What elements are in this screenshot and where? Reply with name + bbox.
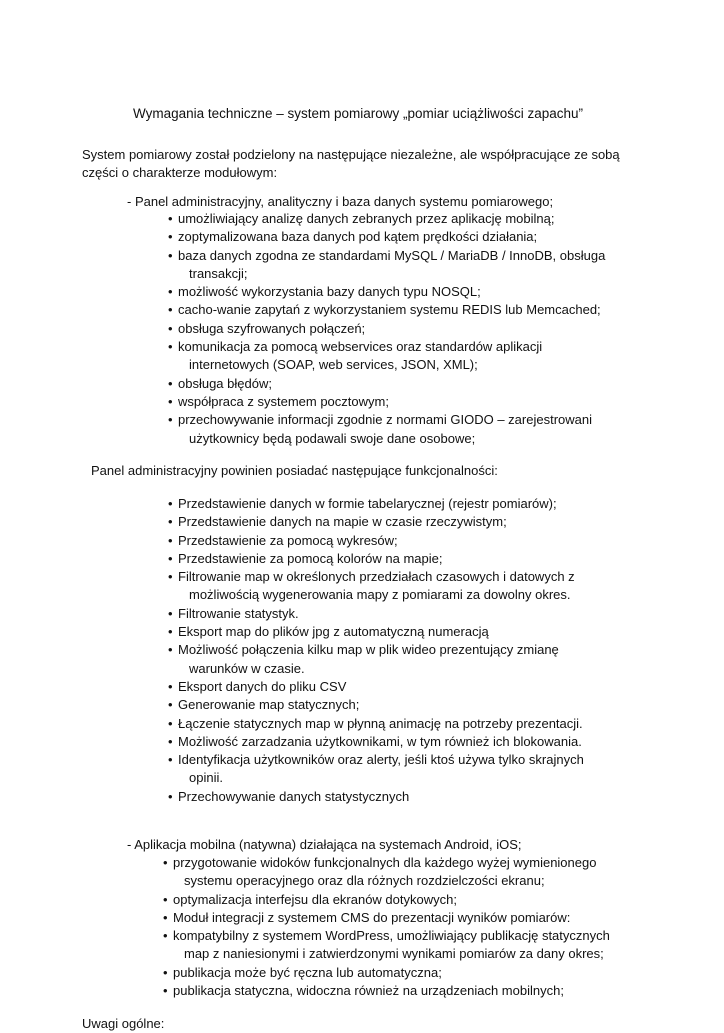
list-item-text: możliwość wykorzystania bazy danych typu NOSQL; [178, 284, 481, 300]
list-item-continuation: warunków w czasie. [189, 660, 305, 676]
list-item-text: publikacja statyczna, widoczna również na urządzeniach mobilnych; [173, 983, 564, 999]
list-item [168, 641, 584, 678]
list-item [168, 513, 584, 531]
list-item-text: kompatybilny z systemem WordPress, umożliwiający publikację statycznych [173, 928, 610, 944]
footer-heading: Uwagi ogólne: [82, 1016, 165, 1031]
list-item [168, 301, 605, 319]
list-item-text: zoptymalizowana baza danych pod kątem prędkości działania; [178, 229, 538, 245]
list-item [168, 550, 584, 568]
list-item-text: Eksport map do plików jpg z automatyczną numeracją [178, 624, 489, 640]
list-item-continuation: możliwością wygenerowania mapy z pomiarami za dowolny okres. [189, 587, 571, 603]
list-item-text: Łączenie statycznych map w płynną animację na potrzeby prezentacji. [178, 715, 583, 731]
list-item-text: Moduł integracji z systemem CMS do prezentacji wyników pomiarów: [173, 909, 571, 925]
list-item-text: Przedstawienie za pomocą kolorów na mapie; [178, 550, 443, 566]
list-item [168, 210, 605, 228]
list-item-text: Generowanie map statycznych; [178, 697, 360, 713]
list-item-text: Przedstawienie danych w formie tabelarycznej (rejestr pomiarów); [178, 496, 557, 511]
list-item-text: obsługa błędów; [178, 375, 272, 391]
list-item [168, 532, 584, 550]
list-item-text: optymalizacja interfejsu dla ekranów dotykowych; [173, 891, 457, 907]
document-title: Wymagania techniczne – system pomiarowy „pomiar uciążliwości zapachu” [133, 106, 584, 121]
list-item [163, 982, 610, 1000]
list-item-text: przygotowanie widoków funkcjonalnych dla każdego wyżej wymienionego [173, 855, 597, 870]
list-item-text: komunikacja za pomocą webservices oraz standardów aplikacji [178, 339, 543, 355]
list-item-continuation: opinii. [189, 770, 223, 786]
list-item-text: Identyfikacja użytkowników oraz alerty, jeśli ktoś używa tylko skrajnych [178, 752, 584, 768]
list-item [168, 568, 584, 605]
section3-list [163, 854, 610, 1000]
list-item-text: Eksport danych do pliku CSV [178, 678, 347, 694]
section2-heading: Panel administracyjny powinien posiadać następujące funkcjonalności: [91, 463, 498, 478]
list-item-text: Możliwość zarzadzania użytkownikami, w tym również ich blokowania. [178, 733, 582, 749]
list-item-continuation: internetowych (SOAP, web services, JSON, XML); [189, 357, 478, 373]
list-item-continuation: użytkownicy będą podawali swoje dane osobowe; [189, 430, 476, 446]
list-item [163, 964, 610, 982]
list-item-text: cacho-wanie zapytań z wykorzystaniem systemu REDIS lub Memcached; [178, 302, 601, 318]
section1-list [168, 210, 605, 448]
list-item [168, 375, 605, 393]
section1-heading: - Panel administracyjny, analityczny i baza danych systemu pomiarowego; [127, 194, 554, 209]
list-item-text: umożliwiający analizę danych zebranych przez aplikację mobilną; [178, 211, 555, 226]
list-item-text: obsługa szyfrowanych połączeń; [178, 320, 366, 336]
list-item [168, 283, 605, 301]
list-item [163, 891, 610, 909]
list-item-text: Filtrowanie statystyk. [178, 605, 299, 621]
list-item [163, 909, 610, 927]
list-item [168, 605, 584, 623]
list-item-continuation: systemu operacyjnego oraz dla różnych rozdzielczości ekranu; [184, 873, 545, 889]
list-item [168, 715, 584, 733]
list-item-text: Przechowywanie danych statystycznych [178, 788, 410, 804]
list-item-text: Przedstawienie za pomocą wykresów; [178, 532, 398, 548]
list-item-continuation: map z naniesionymi i zatwierdzonymi wynikami pomiarów za dany okres; [184, 946, 604, 962]
list-item [168, 495, 584, 513]
section3-heading: - Aplikacja mobilna (natywna) działająca na systemach Android, iOS; [127, 837, 522, 852]
list-item-text: baza danych zgodna ze standardami MySQL / MariaDB / InnoDB, obsługa [178, 247, 606, 263]
list-item-text: publikacja może być ręczna lub automatyczna; [173, 964, 442, 980]
list-item [168, 393, 605, 411]
list-item [168, 623, 584, 641]
list-item-text: Możliwość połączenia kilku map w plik wideo prezentujący zmianę [178, 642, 559, 658]
list-item-text: Przedstawienie danych na mapie w czasie rzeczywistym; [178, 514, 507, 530]
list-item [163, 854, 610, 891]
list-item [168, 788, 584, 806]
list-item-text: przechowywanie informacji zgodnie z normami GIODO – zarejestrowani [178, 412, 592, 428]
list-item-continuation: transakcji; [189, 265, 248, 281]
list-item [168, 733, 584, 751]
intro-line-2: części o charakterze modułowym: [82, 165, 278, 180]
list-item [168, 696, 584, 714]
list-item [168, 751, 584, 788]
list-item [163, 927, 610, 964]
list-item [168, 228, 605, 246]
list-item [168, 320, 605, 338]
list-item [168, 411, 605, 448]
list-item [168, 338, 605, 375]
list-item [168, 678, 584, 696]
section2-list [168, 495, 584, 806]
list-item [168, 247, 605, 284]
intro-line-1: System pomiarowy został podzielony na następujące niezależne, ale współpracujące ze sobą [82, 147, 620, 162]
list-item-text: Filtrowanie map w określonych przedziałach czasowych i datowych z [178, 569, 575, 585]
list-item-text: współpraca z systemem pocztowym; [178, 393, 389, 409]
